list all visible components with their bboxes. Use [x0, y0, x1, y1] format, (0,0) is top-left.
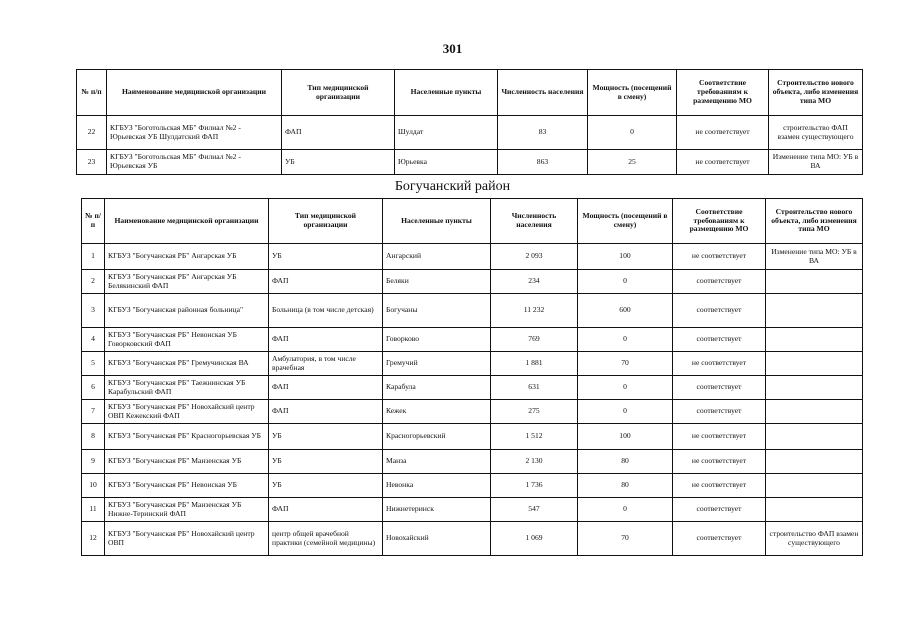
capacity: 0 [578, 376, 673, 400]
settlement: Ангарский [383, 244, 491, 270]
page-number: 301 [442, 41, 463, 56]
table-row [82, 352, 863, 376]
table-row [82, 498, 863, 522]
org-name: КГБУЗ "Богучанская районная больница" [105, 294, 269, 328]
construction-note [766, 474, 863, 498]
capacity: 0 [578, 270, 673, 294]
population: 769 [491, 328, 578, 352]
construction-note: Изменение типа МО: УБ в ВА [766, 244, 863, 270]
population: 1 736 [491, 474, 578, 498]
settlement: Карабула [383, 376, 491, 400]
header-org-name: Наименование медицинской организации [105, 199, 269, 244]
header-settlements: Населенные пункты [395, 70, 498, 116]
capacity: 25 [588, 150, 677, 175]
header-capacity: Мощность (посещений в смену) [588, 70, 677, 116]
row-number: 6 [82, 376, 105, 400]
compliance: не соответствует [677, 150, 769, 175]
population: 2 130 [491, 450, 578, 474]
compliance: соответствует [673, 376, 766, 400]
org-name: КГБУЗ "Богучанская РБ" Ангарская УБ Белякинский ФАП [105, 270, 269, 294]
settlement: Шулдат [395, 116, 498, 150]
construction-note [766, 424, 863, 450]
org-name: КГБУЗ "Богучанская РБ" Красногорьевская УБ [105, 424, 269, 450]
construction-note: строительство ФАП взамен существующего [769, 116, 863, 150]
construction-note [766, 400, 863, 424]
construction-note: Изменение типа МО: УБ в ВА [769, 150, 863, 175]
header-org-type: Тип медицинской организации [269, 199, 383, 244]
table-row [82, 376, 863, 400]
settlement: Гремучий [383, 352, 491, 376]
table2-body [82, 244, 863, 556]
org-type: УБ [269, 244, 383, 270]
table-row [82, 522, 863, 556]
facilities-table-continued [76, 69, 863, 175]
row-number: 7 [82, 400, 105, 424]
capacity: 80 [578, 474, 673, 498]
population: 547 [491, 498, 578, 522]
table-row [82, 328, 863, 352]
row-number: 10 [82, 474, 105, 498]
row-number: 8 [82, 424, 105, 450]
org-type: ФАП [269, 376, 383, 400]
org-type: центр общей врачебной практики (семейной медицины) [269, 522, 383, 556]
table-row [77, 116, 863, 150]
settlement: Красногорьевский [383, 424, 491, 450]
construction-note [766, 294, 863, 328]
capacity: 0 [578, 400, 673, 424]
row-number: 5 [82, 352, 105, 376]
population: 863 [498, 150, 588, 175]
org-type: УБ [269, 424, 383, 450]
table1-header-row [77, 70, 863, 116]
population: 83 [498, 116, 588, 150]
org-name: КГБУЗ "Богучанская РБ" Новохайский центр ОВП Кежекский ФАП [105, 400, 269, 424]
table-row [82, 424, 863, 450]
table-row [82, 244, 863, 270]
header-compliance: Соответствие требованиям к размещению МО [673, 199, 766, 244]
compliance: не соответствует [673, 352, 766, 376]
population: 1 881 [491, 352, 578, 376]
row-number: 12 [82, 522, 105, 556]
org-type: УБ [269, 450, 383, 474]
settlement: Манза [383, 450, 491, 474]
construction-note [766, 450, 863, 474]
org-name: КГБУЗ "Богучанская РБ" Манзенская УБ [105, 450, 269, 474]
compliance: соответствует [673, 270, 766, 294]
table-row [82, 294, 863, 328]
population: 2 093 [491, 244, 578, 270]
settlement: Беляки [383, 270, 491, 294]
construction-note [766, 270, 863, 294]
org-name: КГБУЗ "Богучанская РБ" Гремучинская ВА [105, 352, 269, 376]
compliance: не соответствует [677, 116, 769, 150]
row-number: 9 [82, 450, 105, 474]
construction-note [766, 328, 863, 352]
population: 11 232 [491, 294, 578, 328]
compliance: не соответствует [673, 450, 766, 474]
org-type: УБ [269, 474, 383, 498]
org-name: КГБУЗ "Боготольская МБ" Филиал №2 - Юрьевская УБ Шулдатский ФАП [107, 116, 282, 150]
header-population: Численность населения [491, 199, 578, 244]
construction-note: строительство ФАП взамен существующего [766, 522, 863, 556]
district-title: Богучанский район [394, 179, 511, 194]
capacity: 70 [578, 522, 673, 556]
org-type: Амбулатория, в том числе врачебная [269, 352, 383, 376]
table-row [77, 150, 863, 175]
row-number: 11 [82, 498, 105, 522]
population: 1 512 [491, 424, 578, 450]
construction-note [766, 352, 863, 376]
compliance: не соответствует [673, 474, 766, 498]
settlement: Новохайский [383, 522, 491, 556]
row-number: 4 [82, 328, 105, 352]
compliance: соответствует [673, 294, 766, 328]
population: 631 [491, 376, 578, 400]
settlement: Юрьевка [395, 150, 498, 175]
org-type: ФАП [269, 498, 383, 522]
settlement: Кежек [383, 400, 491, 424]
org-type: ФАП [269, 328, 383, 352]
settlement: Говорково [383, 328, 491, 352]
capacity: 100 [578, 244, 673, 270]
row-number: 1 [82, 244, 105, 270]
header-settlements: Населенные пункты [383, 199, 491, 244]
org-name: КГБУЗ "Боготольская МБ" Филиал №2 - Юрьевская УБ [107, 150, 282, 175]
org-name: КГБУЗ "Богучанская РБ" Невонская УБ [105, 474, 269, 498]
capacity: 80 [578, 450, 673, 474]
table-row [82, 450, 863, 474]
boguchany-facilities-table [81, 198, 863, 556]
org-name: КГБУЗ "Богучанская РБ" Таежнинская УБ Карабульский ФАП [105, 376, 269, 400]
capacity: 0 [588, 116, 677, 150]
row-number: 3 [82, 294, 105, 328]
capacity: 0 [578, 328, 673, 352]
table-row [82, 400, 863, 424]
population: 234 [491, 270, 578, 294]
capacity: 600 [578, 294, 673, 328]
header-construction: Строительство нового объекта, либо изменения типа МО [766, 199, 863, 244]
compliance: не соответствует [673, 244, 766, 270]
org-name: КГБУЗ "Богучанская РБ" Ангарская УБ [105, 244, 269, 270]
settlement: Невонка [383, 474, 491, 498]
row-number: 23 [77, 150, 107, 175]
org-name: КГБУЗ "Богучанская РБ" Невонская УБ Говорковский ФАП [105, 328, 269, 352]
capacity: 100 [578, 424, 673, 450]
org-type: ФАП [282, 116, 395, 150]
table-row [82, 474, 863, 498]
org-type: ФАП [269, 400, 383, 424]
header-number: № п/п [77, 70, 107, 116]
table2-header-row [82, 199, 863, 244]
header-org-type: Тип медицинской организации [282, 70, 395, 116]
header-compliance: Соответствие требованиям к размещению МО [677, 70, 769, 116]
compliance: соответствует [673, 400, 766, 424]
org-type: ФАП [269, 270, 383, 294]
capacity: 0 [578, 498, 673, 522]
row-number: 2 [82, 270, 105, 294]
compliance: не соответствует [673, 424, 766, 450]
header-capacity: Мощность (посещений в смену) [578, 199, 673, 244]
org-type: УБ [282, 150, 395, 175]
construction-note [766, 498, 863, 522]
org-type: Больница (в том числе детская) [269, 294, 383, 328]
header-number: № п/п [82, 199, 105, 244]
population: 275 [491, 400, 578, 424]
settlement: Богучаны [383, 294, 491, 328]
capacity: 70 [578, 352, 673, 376]
header-population: Численность населения [498, 70, 588, 116]
table-row [82, 270, 863, 294]
population: 1 069 [491, 522, 578, 556]
settlement: Нижнетеринск [383, 498, 491, 522]
header-org-name: Наименование медицинской организации [107, 70, 282, 116]
compliance: соответствует [673, 522, 766, 556]
construction-note [766, 376, 863, 400]
compliance: соответствует [673, 498, 766, 522]
compliance: соответствует [673, 328, 766, 352]
org-name: КГБУЗ "Богучанская РБ" Манзенская УБ Нижне-Теринский ФАП [105, 498, 269, 522]
header-construction: Строительство нового объекта, либо изменения типа МО [769, 70, 863, 116]
org-name: КГБУЗ "Богучанская РБ" Новохайский центр ОВП [105, 522, 269, 556]
row-number: 22 [77, 116, 107, 150]
